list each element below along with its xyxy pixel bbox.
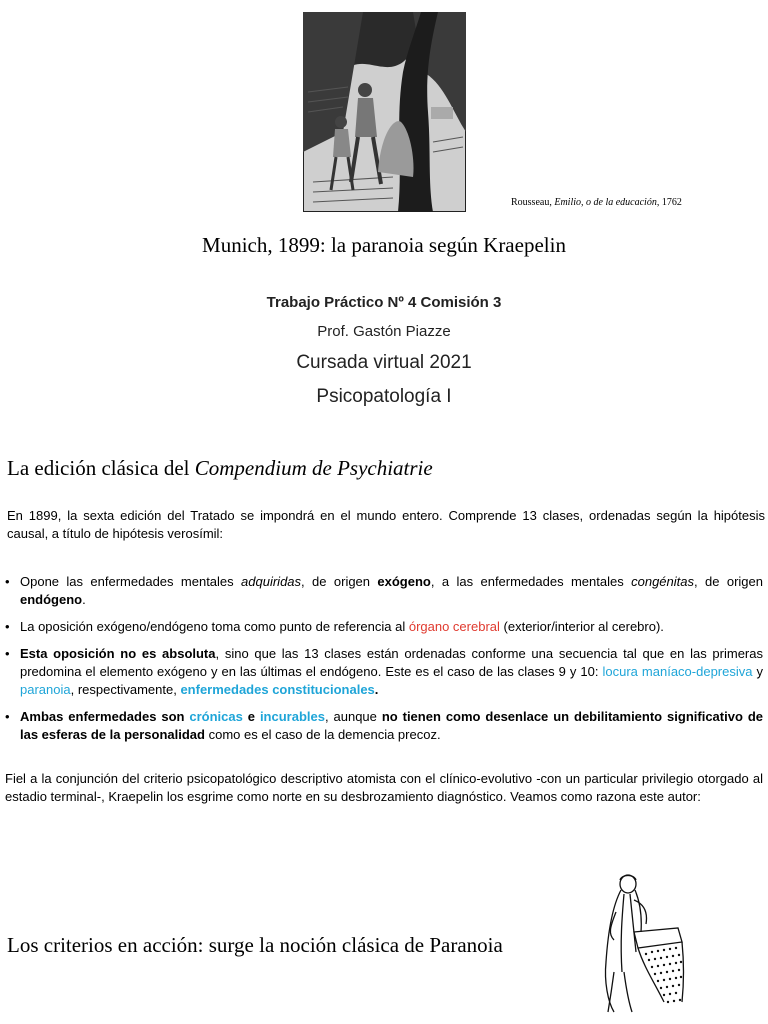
cover-title: Munich, 1899: la paranoia según Kraepelin: [202, 233, 566, 257]
bullet-text: y: [752, 664, 763, 679]
bullet-italic: adquiridas: [241, 574, 302, 589]
highlight-cyan-bold-text: enfermedades constitucionales: [180, 682, 375, 697]
practical-work-line: Trabajo Práctico Nº 4 Comisión 3: [266, 294, 502, 311]
bullet-text: , de origen: [301, 574, 378, 589]
bullet-bold: e: [242, 709, 260, 724]
bullet-italic: congénitas: [631, 574, 694, 589]
bullet-bold: endógeno: [20, 592, 83, 607]
bullet-bold: .: [374, 682, 379, 697]
section-title-italic: Compendium de Psychiatrie: [194, 456, 433, 480]
highlight-cyan-text: paranoia: [20, 682, 71, 697]
professor-line: Prof. Gastón Piazze: [317, 323, 451, 340]
bullet-dot: •: [5, 619, 10, 634]
bullet-item: [5, 645, 763, 699]
bullet-bold: Ambas enfermedades son: [20, 709, 190, 724]
intro-paragraph: En 1899, la sexta edición del Tratado se impondrá en el mundo entero. Comprende 13 clases, ordenadas según la hipótesis causal, a título de hipótesis verosímil:: [7, 508, 765, 541]
bullet-dot: •: [5, 709, 10, 724]
bullet-text: La oposición exógeno/endógeno toma como punto de referencia al: [20, 619, 409, 634]
bullet-text: , de origen: [694, 574, 763, 589]
sieve-figure-illustration: [594, 872, 694, 1014]
bullet-list: [5, 573, 763, 744]
next-section-title: Los criterios en acción: surge la noción clásica de Paranoia: [7, 933, 503, 957]
subject-line: Psicopatología I: [316, 386, 452, 407]
bullet-bold: Esta oposición no es absoluta: [20, 646, 216, 661]
caption-year: , 1762: [656, 197, 682, 208]
bullet-item: [5, 618, 763, 636]
course-line: Cursada virtual 2021: [296, 352, 472, 373]
bullet-text: (exterior/interior al cerebro).: [499, 619, 664, 634]
highlight-cyan-bold-text: crónicas: [189, 709, 243, 724]
image-caption: [511, 197, 682, 208]
bullet-dot: •: [5, 574, 10, 589]
bullet-text: , a las enfermedades mentales: [430, 574, 632, 589]
section-title: [7, 456, 433, 481]
bullet-bold: no tienen como desenlace un debilitamiento significativo de las esferas de la personalidad: [20, 709, 763, 742]
section-title-prefix: La edición clásica del: [7, 456, 195, 480]
caption-work: Emilio, o de la educación: [554, 197, 657, 208]
caption-author: Rousseau,: [511, 197, 555, 208]
bullet-item: [5, 573, 763, 609]
bullet-text: .: [82, 592, 86, 607]
bullet-dot: •: [5, 646, 10, 661]
highlight-cyan-bold-text: incurables: [259, 709, 325, 724]
bullet-bold: exógeno: [377, 574, 431, 589]
bullet-text: como es el caso de la demencia precoz.: [204, 727, 441, 742]
bullet-text: , respectivamente,: [70, 682, 181, 697]
highlight-red-text: órgano cerebral: [408, 619, 500, 634]
bullet-text: , sino que las 13 clases están ordenadas conforme una secuencia tal que en las primeras predomina el elemento exógeno y en las últimas el endógeno. Este es el caso de las clases 9 y 10:: [20, 646, 763, 679]
highlight-cyan-text: locura maníaco-depresiva: [602, 664, 753, 679]
bullet-item: [5, 708, 763, 744]
engraving-illustration: [303, 12, 466, 212]
closing-paragraph: Fiel a la conjunción del criterio psicopatológico descriptivo atomista con el clínico-evolutivo -con un particular privilegio otorgado al estadio terminal-, Kraepelin los esgrime como norte en su desbrozamiento diagnóstico. Veamos como razona este autor:: [5, 771, 763, 804]
bullet-text: Opone las enfermedades mentales: [20, 574, 242, 589]
bullet-text: , aunque: [324, 709, 382, 724]
